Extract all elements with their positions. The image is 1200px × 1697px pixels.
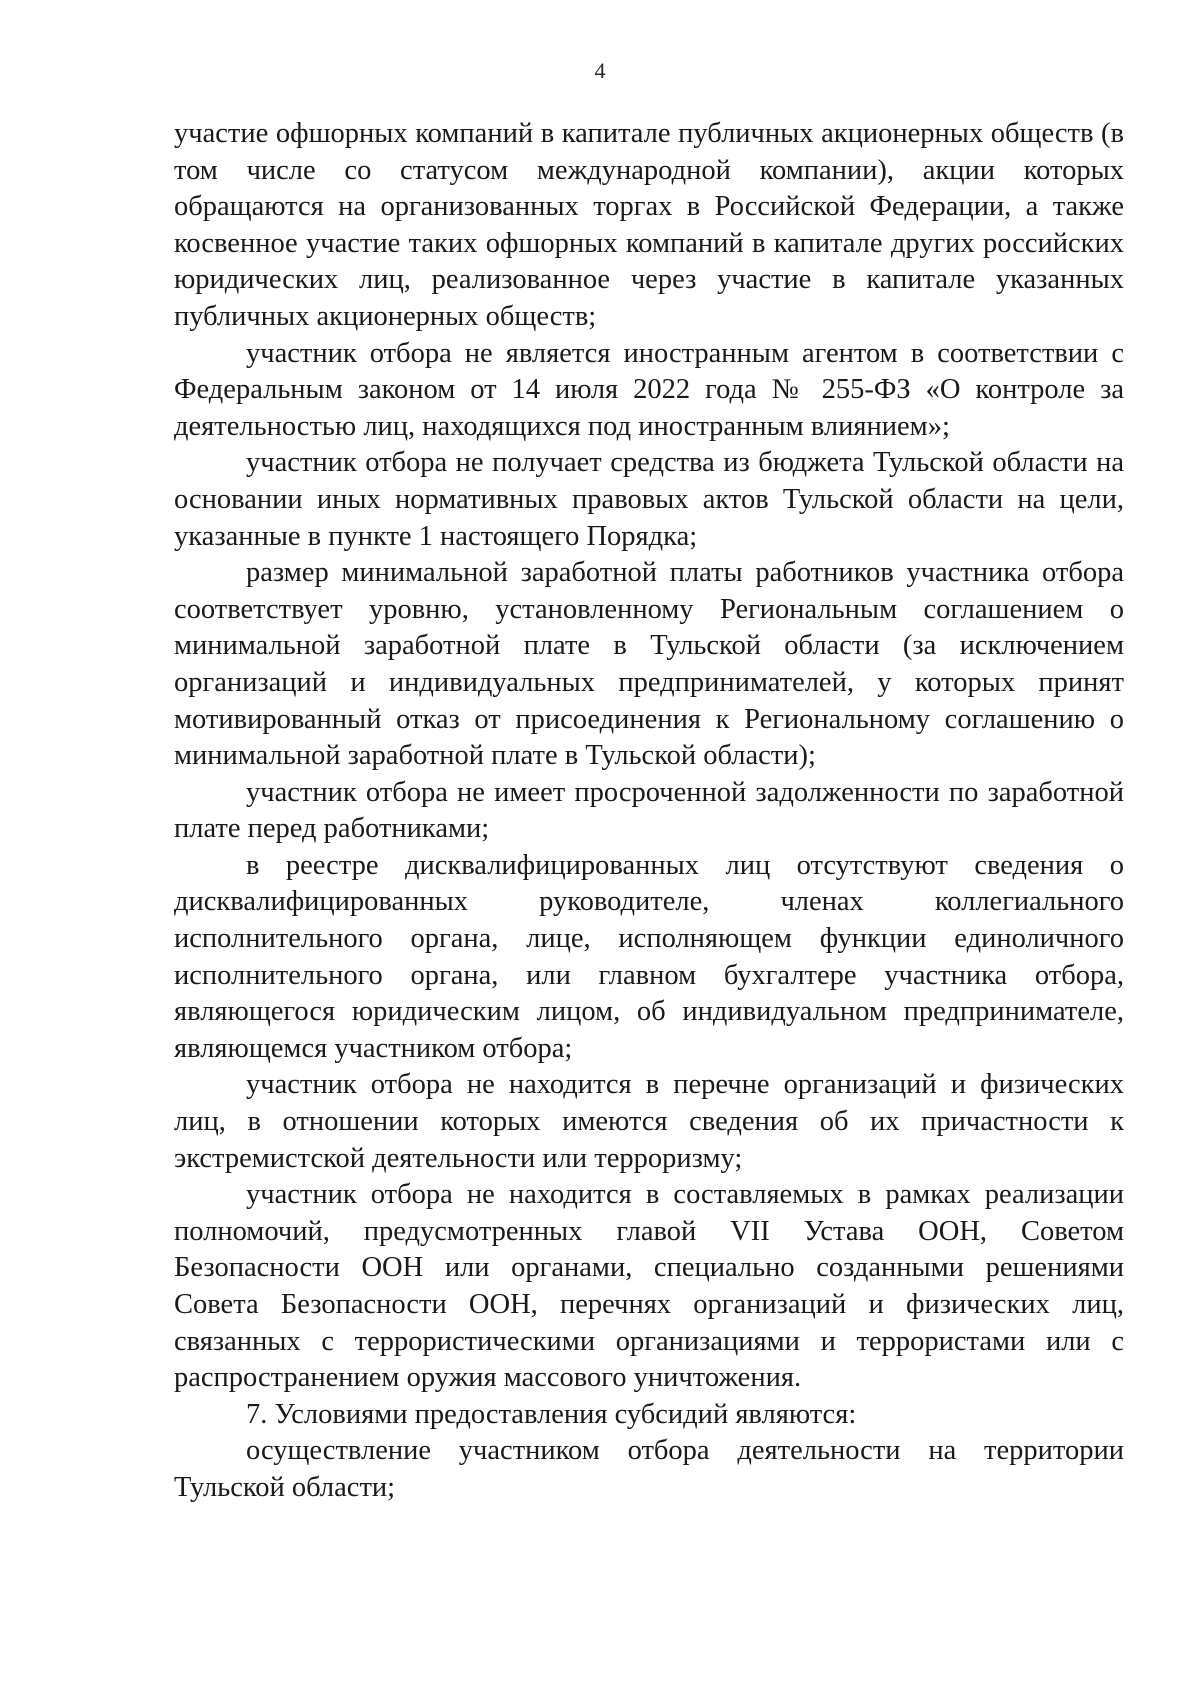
page-number: 4 [594,58,606,83]
paragraph-section-7-heading: 7. Условиями предоставления субсидий являются: [246,1398,857,1430]
paragraph-extremism-list: участник отбора не находится в перечне организаций и физических лиц, в отношении которых имеются сведения об их причастности к экстремистской деятельности или терроризму; [174,1069,1124,1174]
paragraph-minimum-wage: размер минимальной заработной платы работников участника отбора соответствует уровню, установленному Региональным соглашением о минимальной заработной плате в Тульской области (за исключением организаций и индивидуальных предпринимателей, у которых принят мотивированный отказ от присоединения к Региональному соглашению о минимальной заработной плате в Тульской области); [174,557,1124,772]
paragraph-un-sanctions: участник отбора не находится в составляемых в рамках реализации полномочий, предусмотренных главой VII Устава ООН, Советом Безопасности ООН или органами, специально созданными решениями Совета Безопасности ООН, перечнях организаций и физических лиц, связанных с террористическими организациями и террористами или с распространением оружия массового уничтожения. [174,1179,1124,1394]
paragraph-budget-funds: участник отбора не получает средства из бюджета Тульской области на основании иных нормативных правовых актов Тульской области на цели, указанные в пункте 1 настоящего Порядка; [174,447,1124,552]
document-body [174,116,1124,1507]
paragraph-activity-territory: осуществление участником отбора деятельности на территории Тульской области; [174,1435,1124,1503]
paragraph-disqualified-persons: в реестре дисквалифицированных лиц отсутствуют сведения о дисквалифицированных руководителе, членах коллегиального исполнительного органа, лице, исполняющем функции единоличного исполнительного органа, или главном бухгалтере участника отбора, являющегося юридическим лицом, об индивидуальном предпринимателе, являющемся участником отбора; [174,849,1124,1064]
paragraph-foreign-agent: участник отбора не является иностранным агентом в соответствии с Федеральным законом от 14 июля 2022 года № 255-ФЗ «О контроле за деятельностью лиц, находящихся под иностранным влиянием»; [174,337,1124,442]
paragraph-offshore-participation: участие офшорных компаний в капитале публичных акционерных обществ (в том числе со статусом международной компании), акции которых обращаются на организованных торгах в Российской Федерации, а также косвенное участие таких офшорных компаний в капитале других российских юридических лиц, реализованное через участие в капитале указанных публичных акционерных обществ; [174,118,1124,332]
paragraph-wage-arrears: участник отбора не имеет просроченной задолженности по заработной плате перед работниками; [174,776,1124,845]
